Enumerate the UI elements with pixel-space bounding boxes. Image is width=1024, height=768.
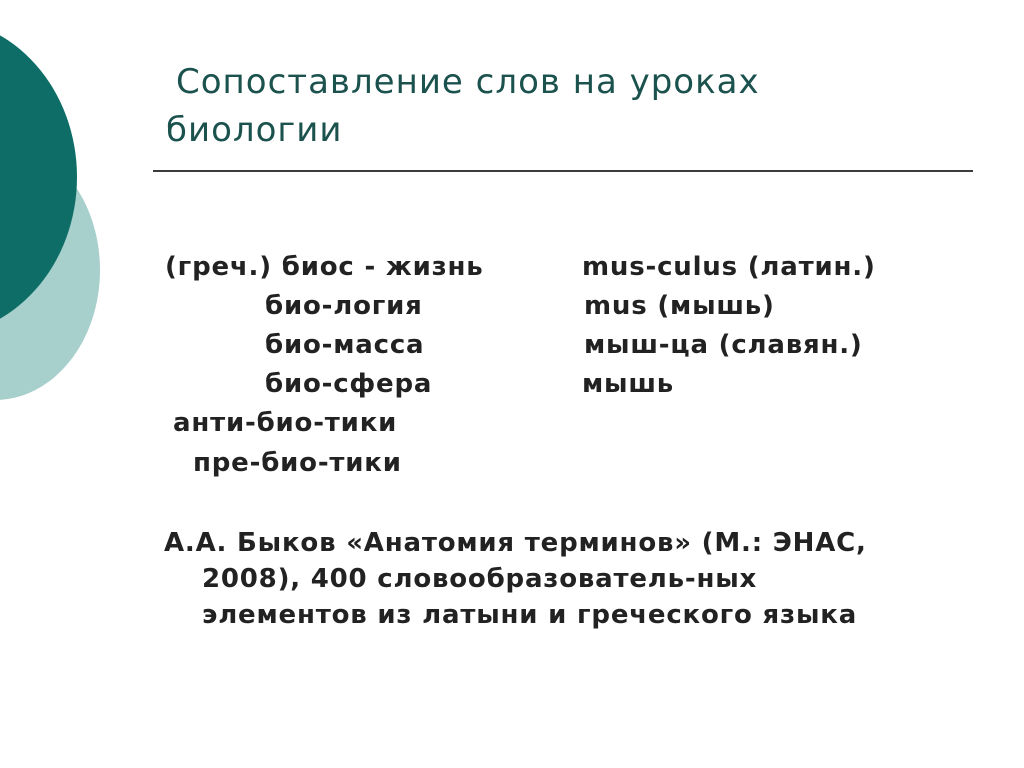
reference-citation: [164, 525, 984, 633]
title-divider: [153, 170, 973, 172]
greek-derived-term: анти-био-тики: [173, 408, 398, 438]
greek-derived-term: био-масса: [265, 330, 425, 360]
greek-root-term: (греч.) биос - жизнь: [165, 252, 484, 282]
slide-title-line-1: Сопоставление слов на уроках: [176, 62, 760, 102]
greek-derived-term: пре-био-тики: [193, 448, 402, 478]
slide-title-line-2: биологии: [166, 110, 343, 150]
slavic-derived-term: мышь: [582, 369, 675, 399]
reference-line-3: элементов из латыни и греческого языка: [202, 600, 858, 630]
greek-derived-term: био-сфера: [265, 369, 433, 399]
latin-derived-term: mus (мышь): [584, 291, 775, 321]
slavic-derived-term: мыш-ца (славян.): [584, 330, 863, 360]
reference-line-2: 2008), 400 словообразователь-ных: [202, 564, 758, 594]
slide-title: [166, 58, 966, 154]
greek-derived-term: био-логия: [265, 291, 423, 321]
reference-line-1: А.А. Быков «Анатомия терминов» (М.: ЭНАС,: [164, 528, 867, 558]
latin-root-term: mus-culus (латин.): [582, 252, 876, 282]
